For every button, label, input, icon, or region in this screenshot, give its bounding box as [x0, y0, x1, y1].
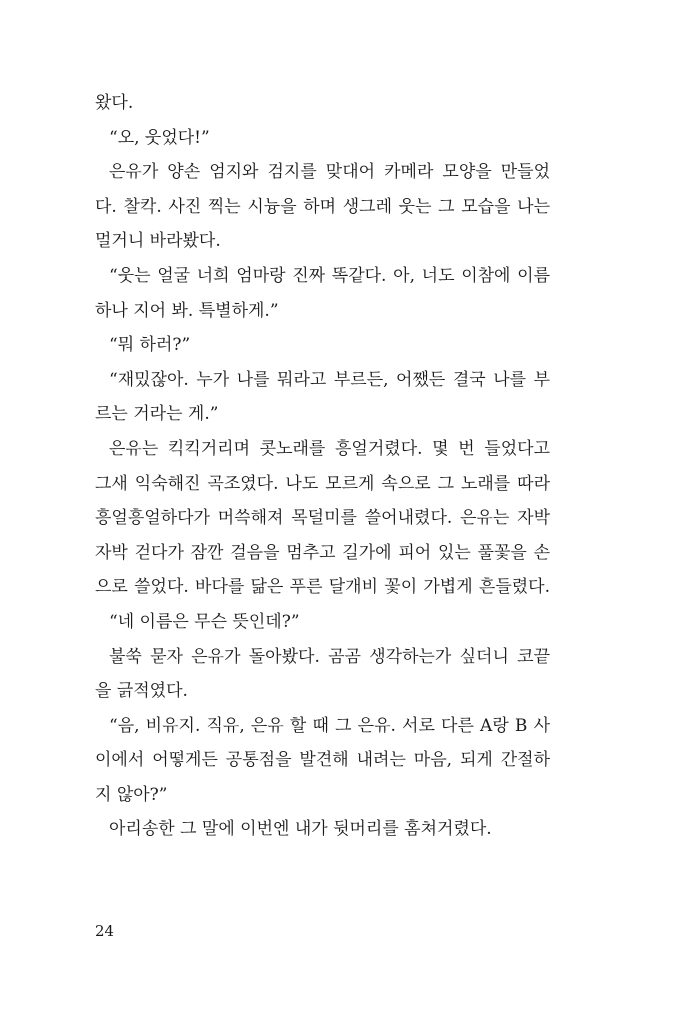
- text-line: 아리송한 그 말에 이번엔 내가 뒷머리를 홈쳐거렸다.: [109, 819, 492, 840]
- text-line: “네 이름은 무슨 뜻인데?”: [109, 611, 300, 632]
- text-line: 이에서 어떻게든 공통점을 발견해 내려는 마음, 되게 간절하: [95, 750, 550, 771]
- text-line: 왔다.: [95, 93, 134, 113]
- text-line: “재밌잖아. 누가 나를 뭐라고 부르든, 어쨌든 결국 나를 부: [109, 369, 550, 390]
- text-line: 지 않아?”: [95, 784, 168, 805]
- text-line: 다. 찰칵. 사진 찍는 시늉을 하며 생그레 웃는 그 모습을 나는: [95, 196, 550, 217]
- text-line: “웃는 얼굴 너희 엄마랑 진짜 똑같다. 아, 너도 이참에 이름: [109, 265, 550, 286]
- text-line: “오, 웃었다!”: [109, 127, 210, 148]
- text-line: 멀거니 바라봤다.: [95, 231, 221, 252]
- text-line: 불쑥 묻자 은유가 돌아봤다. 곰곰 생각하는가 싶더니 코끝: [109, 646, 550, 667]
- text-line: 을 긁적였다.: [95, 681, 188, 702]
- text-line: 그새 익숙해진 곡조였다. 나도 모르게 속으로 그 노래를 따라: [95, 473, 550, 494]
- text-line: 흥얼흥얼하다가 머쓱해져 목덜미를 쓸어내렸다. 은유는 자박: [95, 508, 550, 529]
- text-line: 은유는 킥킥거리며 콧노래를 흥얼거렸다. 몇 번 들었다고: [109, 438, 550, 459]
- text-line: “음, 비유지. 직유, 은유 할 때 그 은유. 서로 다른 A랑 B 사: [109, 715, 550, 736]
- text-line: 은유가 양손 엄지와 검지를 맞대어 카메라 모양을 만들었: [109, 162, 550, 183]
- text-line: 으로 쓸었다. 바다를 닮은 푸른 달개비 꽃이 가볍게 흔들렸다.: [95, 577, 550, 598]
- text-line: 르는 거라는 게.”: [95, 404, 219, 425]
- book-page-body: [95, 86, 550, 847]
- text-line: 자박 걷다가 잠깐 걸음을 멈추고 길가에 피어 있는 풀꽃을 손: [95, 542, 550, 563]
- text-line: “뭐 하러?”: [109, 335, 191, 356]
- text-line: 하나 지어 봐. 특별하게.”: [95, 300, 279, 321]
- page-number: 24: [95, 922, 115, 940]
